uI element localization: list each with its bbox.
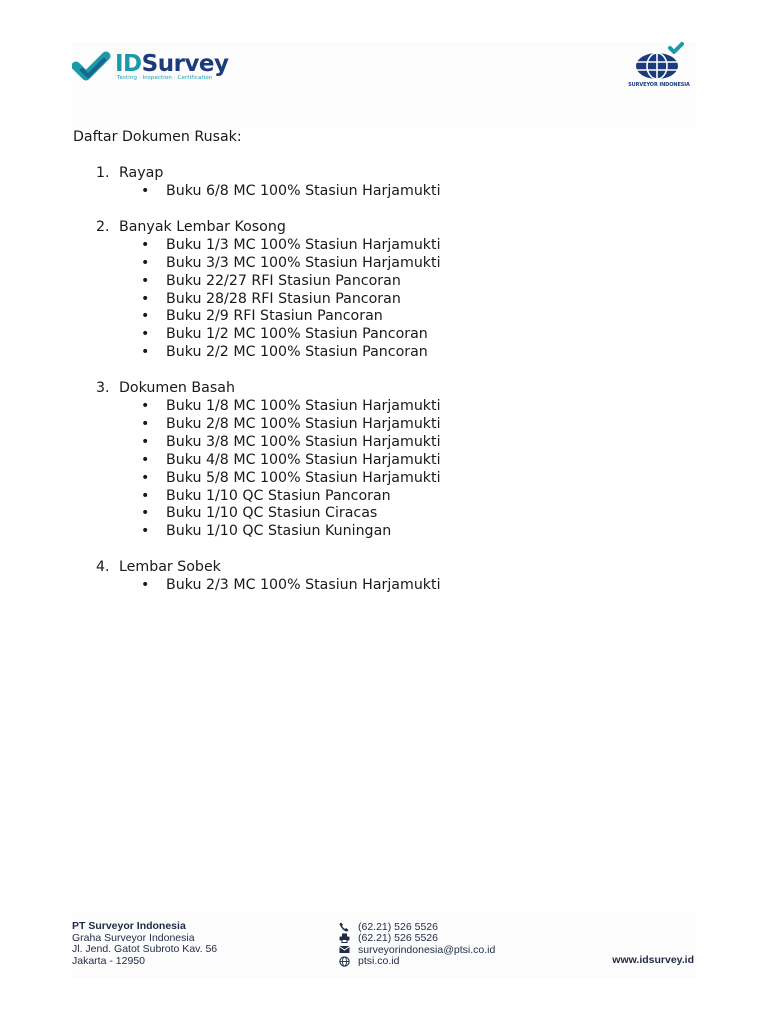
idsurvey-logo (72, 50, 229, 86)
section-title: Rayap (119, 165, 164, 181)
bullet-icon: • (141, 451, 150, 468)
website-link[interactable]: www.idsurvey.id (612, 954, 694, 966)
section-rayap (73, 164, 673, 200)
document-intro: Daftar Dokumen Rusak: (73, 129, 242, 145)
contact-fax: (62.21) 526 5526 (338, 933, 495, 945)
contact-list (338, 921, 495, 967)
list-item: • Buku 2/8 MC 100% Stasiun Harjamukti (141, 416, 441, 433)
list-item: • Buku 22/27 RFI Stasiun Pancoran (141, 272, 401, 289)
section-lembar-sobek (73, 558, 673, 594)
logo-tagline: Testing · Inspection · Certification (117, 75, 213, 81)
list-item: • Buku 1/10 QC Stasiun Ciracas (141, 505, 378, 522)
section-banyak-lembar-kosong (73, 218, 673, 361)
list-item: • Buku 1/2 MC 100% Stasiun Pancoran (141, 326, 428, 343)
bullet-icon: • (141, 577, 150, 594)
section-number: 1. (96, 165, 110, 181)
letterhead-header (72, 42, 696, 128)
contact-phone: (62.21) 526 5526 (338, 921, 495, 933)
bullet-icon: • (141, 398, 150, 415)
section-number: 2. (96, 218, 110, 235)
bullet-icon: • (141, 183, 150, 199)
bullet-icon: • (141, 290, 150, 307)
email-icon (338, 944, 350, 955)
address-line: Jl. Jend. Gatot Subroto Kav. 56 (72, 943, 218, 955)
bullet-icon: • (141, 433, 150, 450)
section-title: Banyak Lembar Kosong (119, 218, 286, 235)
surveyor-indonesia-logo (626, 42, 696, 92)
bullet-icon: • (141, 236, 150, 253)
company-address (72, 921, 217, 967)
list-item: • Buku 3/8 MC 100% Stasiun Harjamukti (141, 433, 441, 450)
list-item: • Buku 1/10 QC Stasiun Kuningan (141, 523, 392, 540)
bullet-icon: • (141, 344, 150, 361)
bullet-icon: • (141, 487, 150, 504)
list-item: • Buku 5/8 MC 100% Stasiun Harjamukti (141, 469, 441, 486)
bullet-icon: • (141, 272, 150, 289)
bullet-icon: • (141, 469, 150, 486)
phone-icon (338, 921, 350, 932)
logo-id-text: ID (115, 51, 142, 77)
section-number: 3. (96, 380, 110, 397)
letterhead-footer (72, 912, 696, 978)
bullet-icon: • (141, 254, 150, 271)
list-item: • Buku 4/8 MC 100% Stasiun Harjamukti (141, 451, 441, 468)
bullet-icon: • (141, 416, 150, 433)
list-item: • Buku 1/10 QC Stasiun Pancoran (141, 487, 391, 504)
list-item: • Buku 1/3 MC 100% Stasiun Harjamukti (141, 236, 441, 253)
bullet-icon: • (141, 326, 150, 343)
section-title: Lembar Sobek (119, 559, 221, 576)
address-line: Jakarta - 12950 (72, 954, 145, 967)
bullet-icon: • (141, 523, 150, 540)
list-item: • Buku 2/2 MC 100% Stasiun Pancoran (141, 344, 428, 361)
section-dokumen-basah (73, 379, 673, 540)
list-item: • Buku 6/8 MC 100% Stasiun Harjamukti (141, 183, 441, 199)
idsurvey-check-icon (72, 50, 112, 86)
address-line: Graha Surveyor Indonesia (72, 931, 195, 944)
globe-logo-icon (626, 42, 692, 82)
fax-icon (338, 933, 350, 944)
list-item: • Buku 2/9 RFI Stasiun Pancoran (141, 308, 383, 325)
list-item: • Buku 3/3 MC 100% Stasiun Harjamukti (141, 254, 441, 271)
globe-icon (338, 956, 350, 967)
contact-email: surveyorindonesia@ptsi.co.id (338, 944, 495, 956)
document-body (73, 128, 673, 612)
section-number: 4. (96, 559, 110, 576)
logo-survey-text: Survey (141, 51, 229, 77)
list-item: • Buku 2/3 MC 100% Stasiun Harjamukti (141, 577, 441, 594)
bullet-icon: • (141, 308, 150, 325)
list-item: • Buku 28/28 RFI Stasiun Pancoran (141, 290, 401, 307)
contact-web: ptsi.co.id (338, 956, 495, 968)
company-name: PT Surveyor Indonesia (72, 920, 186, 932)
section-title: Dokumen Basah (119, 380, 235, 397)
surveyor-indonesia-label: SURVEYOR INDONESIA (628, 82, 690, 88)
bullet-icon: • (141, 505, 150, 522)
list-item: • Buku 1/8 MC 100% Stasiun Harjamukti (141, 398, 441, 415)
